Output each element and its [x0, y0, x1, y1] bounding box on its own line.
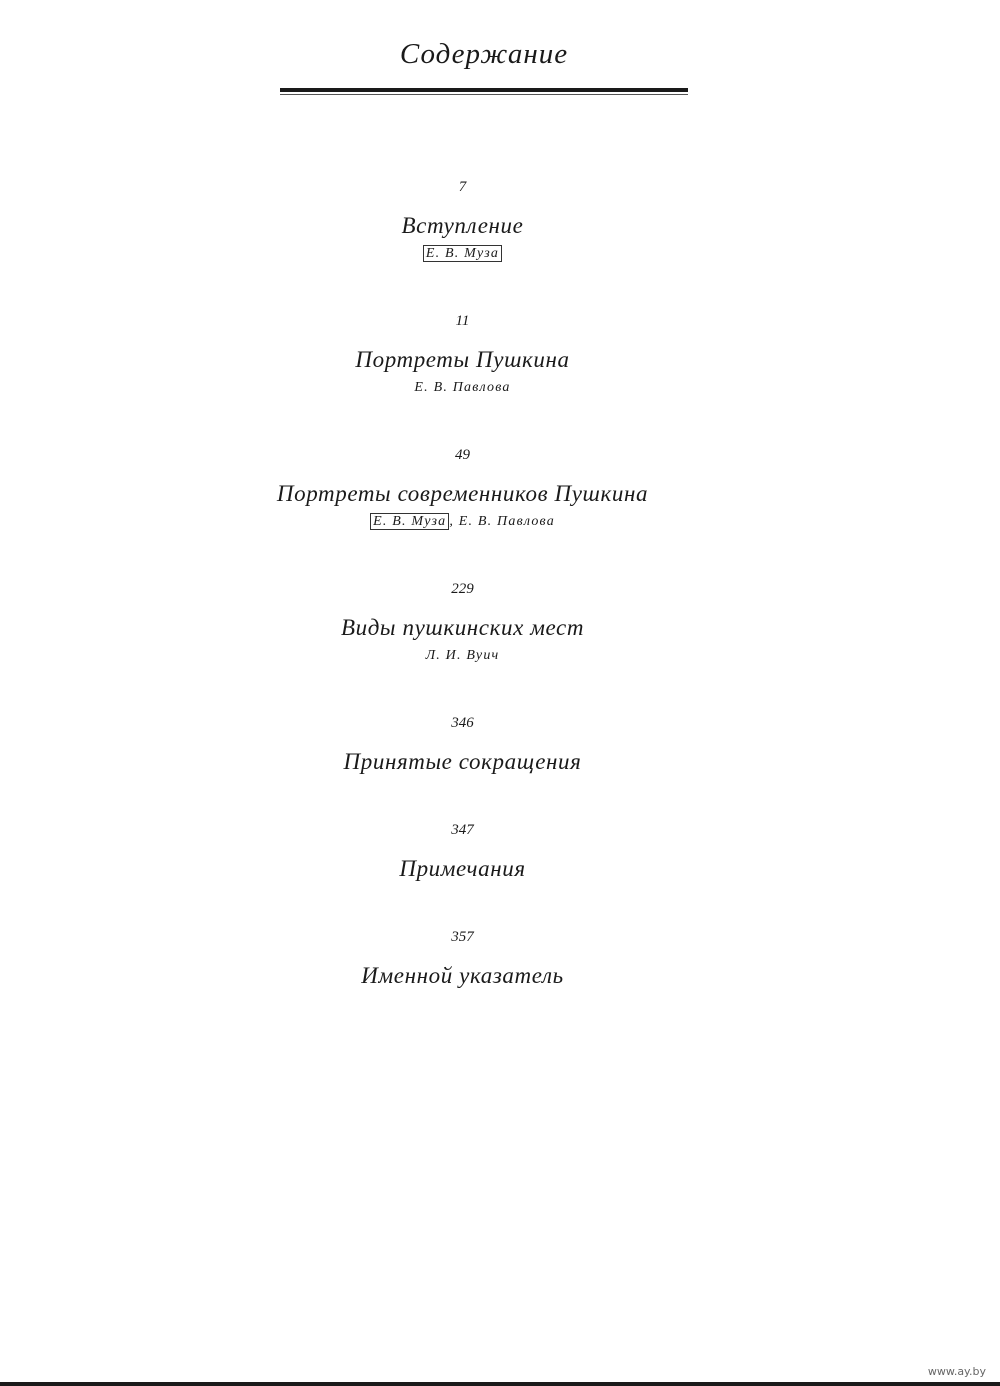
entry-authors [0, 378, 925, 398]
entry-title: Портреты современников Пушкина [276, 481, 649, 506]
entry-authors [0, 512, 925, 532]
toc-entry-name-index [0, 926, 925, 990]
entry-title: Именной указатель [361, 963, 564, 988]
page-number: 7 [458, 179, 467, 195]
scan-bottom-border [0, 1382, 1000, 1386]
entry-authors [0, 646, 925, 666]
toc-entry-contemporaries-portraits [0, 444, 925, 532]
author-name: Е. В. Муза [423, 245, 502, 262]
page-number: 229 [451, 581, 474, 597]
toc-entry-abbreviations [0, 712, 925, 776]
entry-title: Принятые сокращения [343, 749, 582, 774]
author-name: Е. В. Павлова [414, 380, 511, 395]
entry-title: Примечания [399, 856, 526, 881]
page-number: 11 [455, 313, 470, 329]
author-name: Е. В. Павлова [458, 514, 555, 529]
entry-title: Портреты Пушкина [355, 347, 570, 372]
entry-authors [0, 244, 925, 264]
author-name: Е. В. Муза [370, 513, 449, 530]
author-name: Л. И. Вуич [425, 648, 500, 663]
page-number: 347 [451, 822, 474, 838]
author-separator: , [449, 514, 459, 529]
heading-rule-thin [280, 94, 688, 95]
page-number: 357 [451, 929, 474, 945]
toc-entry-pushkin-places [0, 578, 925, 666]
page-number: 346 [451, 715, 474, 731]
contents-heading: Содержание [399, 38, 569, 70]
watermark: www.ay.by [927, 1365, 986, 1378]
toc-entry-notes [0, 819, 925, 883]
entry-title: Виды пушкинских мест [340, 615, 585, 640]
entry-title: Вступление [401, 213, 524, 238]
heading-rule-thick [280, 88, 688, 92]
toc-entry-introduction [0, 176, 925, 264]
toc-entry-pushkin-portraits [0, 310, 925, 398]
page-number: 49 [455, 447, 470, 463]
